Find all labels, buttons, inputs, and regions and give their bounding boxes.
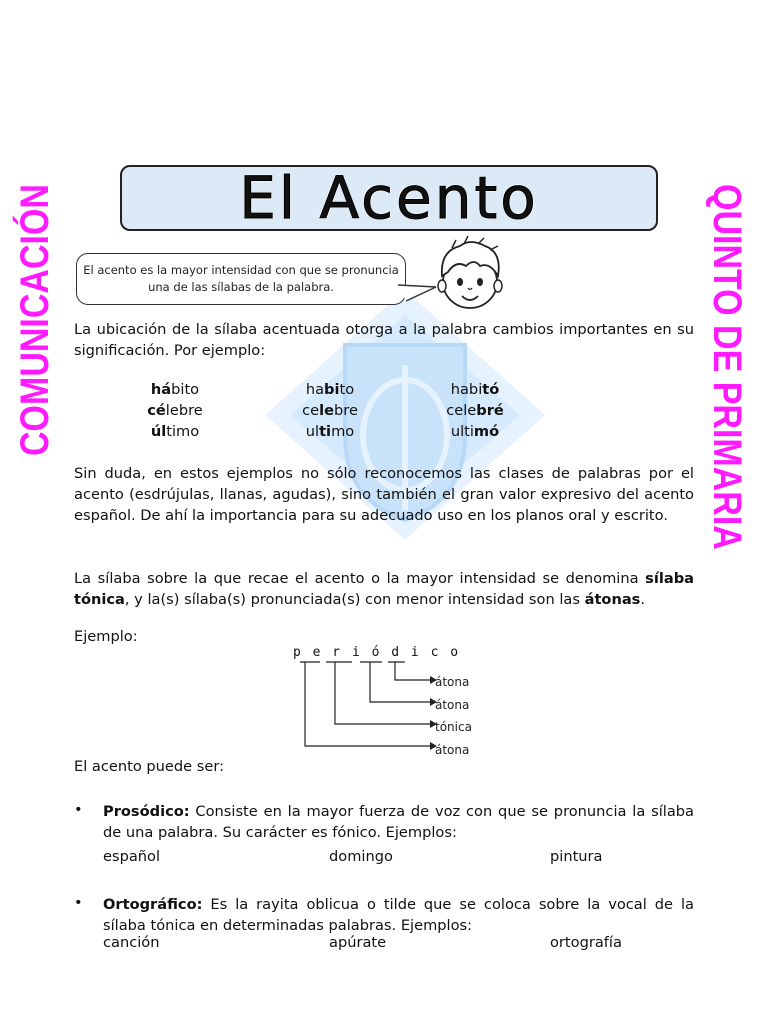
example-word: habito xyxy=(305,381,355,398)
title-box xyxy=(120,165,658,231)
example-word: pintura xyxy=(550,848,603,865)
example-word: hábito xyxy=(150,381,200,398)
boy-face-icon xyxy=(430,236,510,316)
examples-table xyxy=(110,381,550,444)
example-word: ultimó xyxy=(450,423,500,440)
example-word: habitó xyxy=(450,381,500,398)
example-word: apúrate xyxy=(329,934,387,951)
label-atona: átona xyxy=(435,742,470,757)
example-word: ortografía xyxy=(550,934,622,951)
bullet-dot: • xyxy=(74,894,83,911)
example-row xyxy=(110,423,550,444)
example-word: español xyxy=(103,848,161,865)
prosodico-definition: Prosódico: Consiste en la mayor fuerza de voz con que se pronuncia la sílaba de una palabra. Su carácter es fónico. Ejemplos: xyxy=(103,803,694,841)
paragraph-silaba-tonica: La sílaba sobre la que recae el acento o la mayor intensidad se denomina sílaba tónica, y la(s) sílaba(s) pronunciada(s) con menor intensidad son las átonas. xyxy=(74,570,694,608)
ortografico-definition: Ortográfico: Es la rayita oblicua o tilde que se coloca sobre la vocal de la sílaba tónica en determinadas palabras. Ejemplos: xyxy=(103,896,694,934)
example-word: canción xyxy=(103,934,160,951)
example-word: domingo xyxy=(329,848,393,865)
bubble-line-2: una de las sílabas de la palabra. xyxy=(148,280,334,294)
example-word: celebré xyxy=(446,402,504,419)
example-word: ultimo xyxy=(305,423,355,440)
side-label-quinto: QUINTO DE PRIMARIA xyxy=(705,184,749,550)
label-tonica: tónica xyxy=(435,720,472,734)
example-row xyxy=(110,381,550,402)
example-word: último xyxy=(150,423,200,440)
bubble-line-1: El acento es la mayor intensidad con que se pronuncia xyxy=(83,263,399,277)
example-word: célebre xyxy=(147,402,203,419)
label-atona: átona xyxy=(435,697,470,712)
bullet-dot: • xyxy=(74,801,83,818)
syllable-labels xyxy=(435,671,472,761)
acento-puede-ser: El acento puede ser: xyxy=(74,758,225,775)
example-word: celebre xyxy=(302,402,358,419)
label-atona: átona xyxy=(435,675,470,689)
page-title: El Acento xyxy=(239,164,539,232)
example-row xyxy=(110,402,550,423)
side-label-comunicacion: COMUNICACIÓN xyxy=(13,184,57,456)
intro-paragraph: La ubicación de la sílaba acentuada otorga a la palabra cambios importantes en su significación. Por ejemplo: xyxy=(74,321,694,359)
speech-bubble xyxy=(76,253,406,305)
syllable-word: p e r i ó d i c o xyxy=(293,645,461,660)
ejemplo-label: Ejemplo: xyxy=(74,628,138,645)
paragraph-sin-duda: Sin duda, en estos ejemplos no sólo reconocemos las clases de palabras por el acento (esdrújulas, llanas, agudas), sino también el gran valor expresivo del acento español. De ahí la importancia para su adecuado uso en los planos oral y escrito. xyxy=(74,465,694,524)
